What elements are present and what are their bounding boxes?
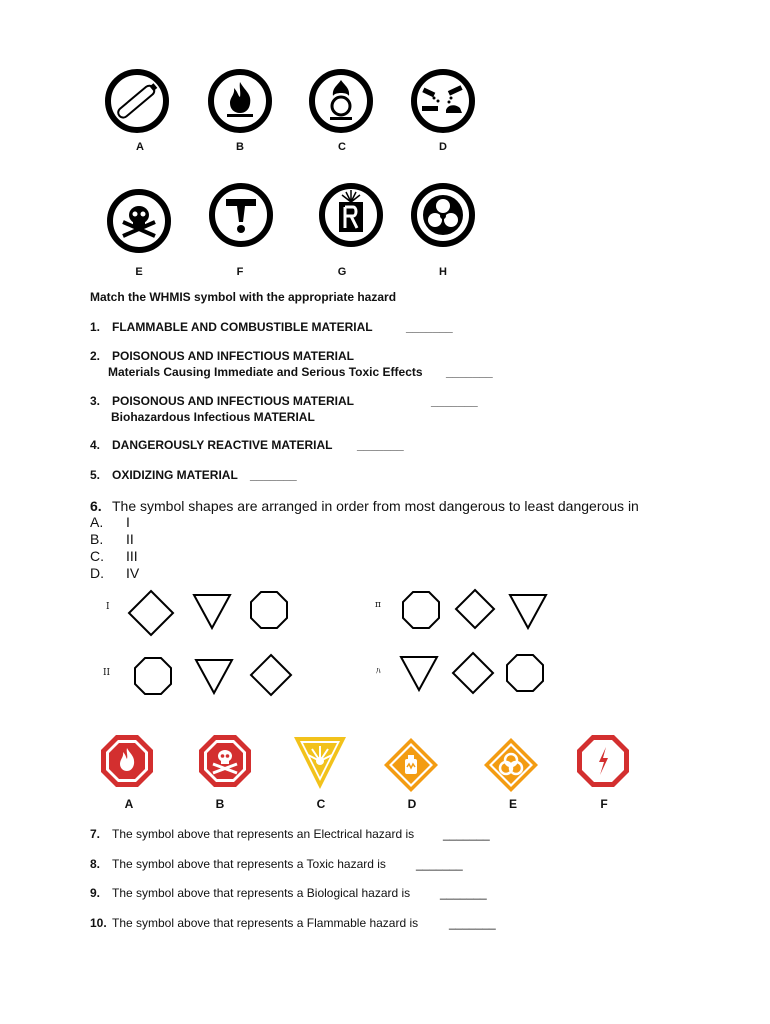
symbol-label: C	[338, 141, 346, 153]
question-subtext: Biohazardous Infectious MATERIAL	[111, 410, 315, 424]
question-text: OXIDIZING MATERIAL	[112, 468, 238, 482]
triangle-shape	[398, 652, 440, 694]
question-text: DANGEROUSLY REACTIVE MATERIAL	[112, 438, 333, 452]
option-letter: D.	[90, 565, 104, 581]
question-number: 9.	[90, 886, 101, 900]
question-number: 2.	[90, 349, 101, 363]
question-text: The symbol shapes are arranged in order from most dangerous to least dangerous in	[112, 498, 639, 514]
option-value[interactable]: III	[126, 548, 138, 564]
diamond-shape	[453, 587, 497, 631]
symbol-label: G	[337, 266, 347, 278]
question-number: 5.	[90, 468, 101, 482]
instruction-text: Match the WHMIS symbol with the appropriate hazard	[90, 290, 397, 304]
diamond-shape	[126, 588, 176, 638]
option-value[interactable]: IV	[126, 565, 140, 581]
skull-crossbones-icon	[104, 186, 174, 256]
answer-blank[interactable]: _______	[357, 438, 404, 452]
answer-blank[interactable]: _______	[440, 886, 487, 900]
corrosion-icon	[408, 66, 478, 136]
symbol-label: D	[439, 141, 447, 153]
biohazard-diamond-icon	[483, 737, 539, 793]
diamond-shape	[248, 652, 294, 698]
question-text: The symbol above that represents a Toxic hazard is	[112, 857, 386, 871]
question-text: POISONOUS AND INFECTIOUS MATERIAL	[112, 394, 355, 408]
answer-blank[interactable]: _______	[443, 827, 490, 841]
flame-over-circle-icon	[306, 66, 376, 136]
triangle-shape	[193, 655, 235, 697]
compressed-gas-cylinder-icon	[102, 66, 172, 136]
option-letter: A.	[90, 514, 104, 530]
hazard-label: F	[600, 797, 608, 811]
question-6	[90, 498, 639, 514]
hazard-label: D	[407, 797, 417, 811]
hazard-label: B	[215, 797, 225, 811]
question-text: The symbol above that represents a Flammable hazard is	[112, 916, 419, 930]
option-letter: B.	[90, 531, 104, 547]
question-1	[90, 320, 373, 334]
symbol-label: A	[136, 141, 144, 153]
question-text: POISONOUS AND INFECTIOUS MATERIAL	[112, 349, 355, 363]
diamond-shape	[450, 650, 496, 696]
question-7	[90, 827, 414, 841]
row-label-ii: II	[103, 668, 111, 678]
question-10	[90, 916, 418, 930]
symbol-label: B	[236, 141, 244, 153]
octagon-shape	[248, 589, 290, 631]
question-text: The symbol above that represents a Biological hazard is	[112, 886, 411, 900]
answer-blank[interactable]: _______	[431, 394, 478, 408]
flammable-octagon-icon	[99, 733, 155, 789]
answer-blank[interactable]: _______	[449, 916, 496, 930]
question-number: 8.	[90, 857, 101, 871]
row-label-iv: ﾊ	[376, 667, 381, 677]
question-subtext: Materials Causing Immediate and Serious Toxic Effects	[108, 365, 423, 379]
symbol-label: E	[135, 266, 143, 278]
question-number: 1.	[90, 320, 101, 334]
question-text: The symbol above that represents an Electrical hazard is	[112, 827, 415, 841]
hazard-label: A	[124, 797, 134, 811]
question-number: 3.	[90, 394, 101, 408]
question-2	[90, 349, 354, 363]
hazard-label: C	[316, 797, 326, 811]
exclamation-t-icon	[206, 180, 276, 250]
question-text: FLAMMABLE AND COMBUSTIBLE MATERIAL	[112, 320, 373, 334]
electrical-octagon-icon	[575, 733, 631, 789]
octagon-shape	[132, 655, 174, 697]
symbol-label: H	[439, 266, 447, 278]
octagon-shape	[400, 589, 442, 631]
row-label-iii: π	[375, 600, 381, 610]
option-value[interactable]: II	[126, 531, 134, 547]
toxic-octagon-icon	[197, 733, 253, 789]
explosive-triangle-icon	[292, 735, 348, 791]
triangle-shape	[507, 590, 549, 632]
question-number: 4.	[90, 438, 101, 452]
corrosive-diamond-icon	[383, 737, 439, 793]
flame-icon	[205, 66, 275, 136]
question-number: 7.	[90, 827, 101, 841]
option-letter: C.	[90, 548, 104, 564]
triangle-shape	[191, 590, 233, 632]
octagon-shape	[504, 652, 546, 694]
question-number: 10.	[90, 916, 107, 930]
biohazard-icon	[408, 180, 478, 250]
answer-blank[interactable]: _______	[250, 468, 297, 482]
question-3	[90, 394, 354, 408]
answer-blank[interactable]: _______	[416, 857, 463, 871]
hazard-label: E	[508, 797, 517, 811]
row-label-i: I	[106, 602, 110, 612]
reactive-r-icon	[316, 180, 386, 250]
symbol-label: F	[236, 266, 244, 278]
option-value[interactable]: I	[126, 514, 130, 530]
question-5	[90, 468, 238, 482]
question-8	[90, 857, 386, 871]
answer-blank[interactable]: _______	[446, 365, 493, 379]
question-number: 6.	[90, 498, 102, 514]
question-9	[90, 886, 410, 900]
question-4	[90, 438, 332, 452]
answer-blank[interactable]: _______	[406, 320, 453, 334]
